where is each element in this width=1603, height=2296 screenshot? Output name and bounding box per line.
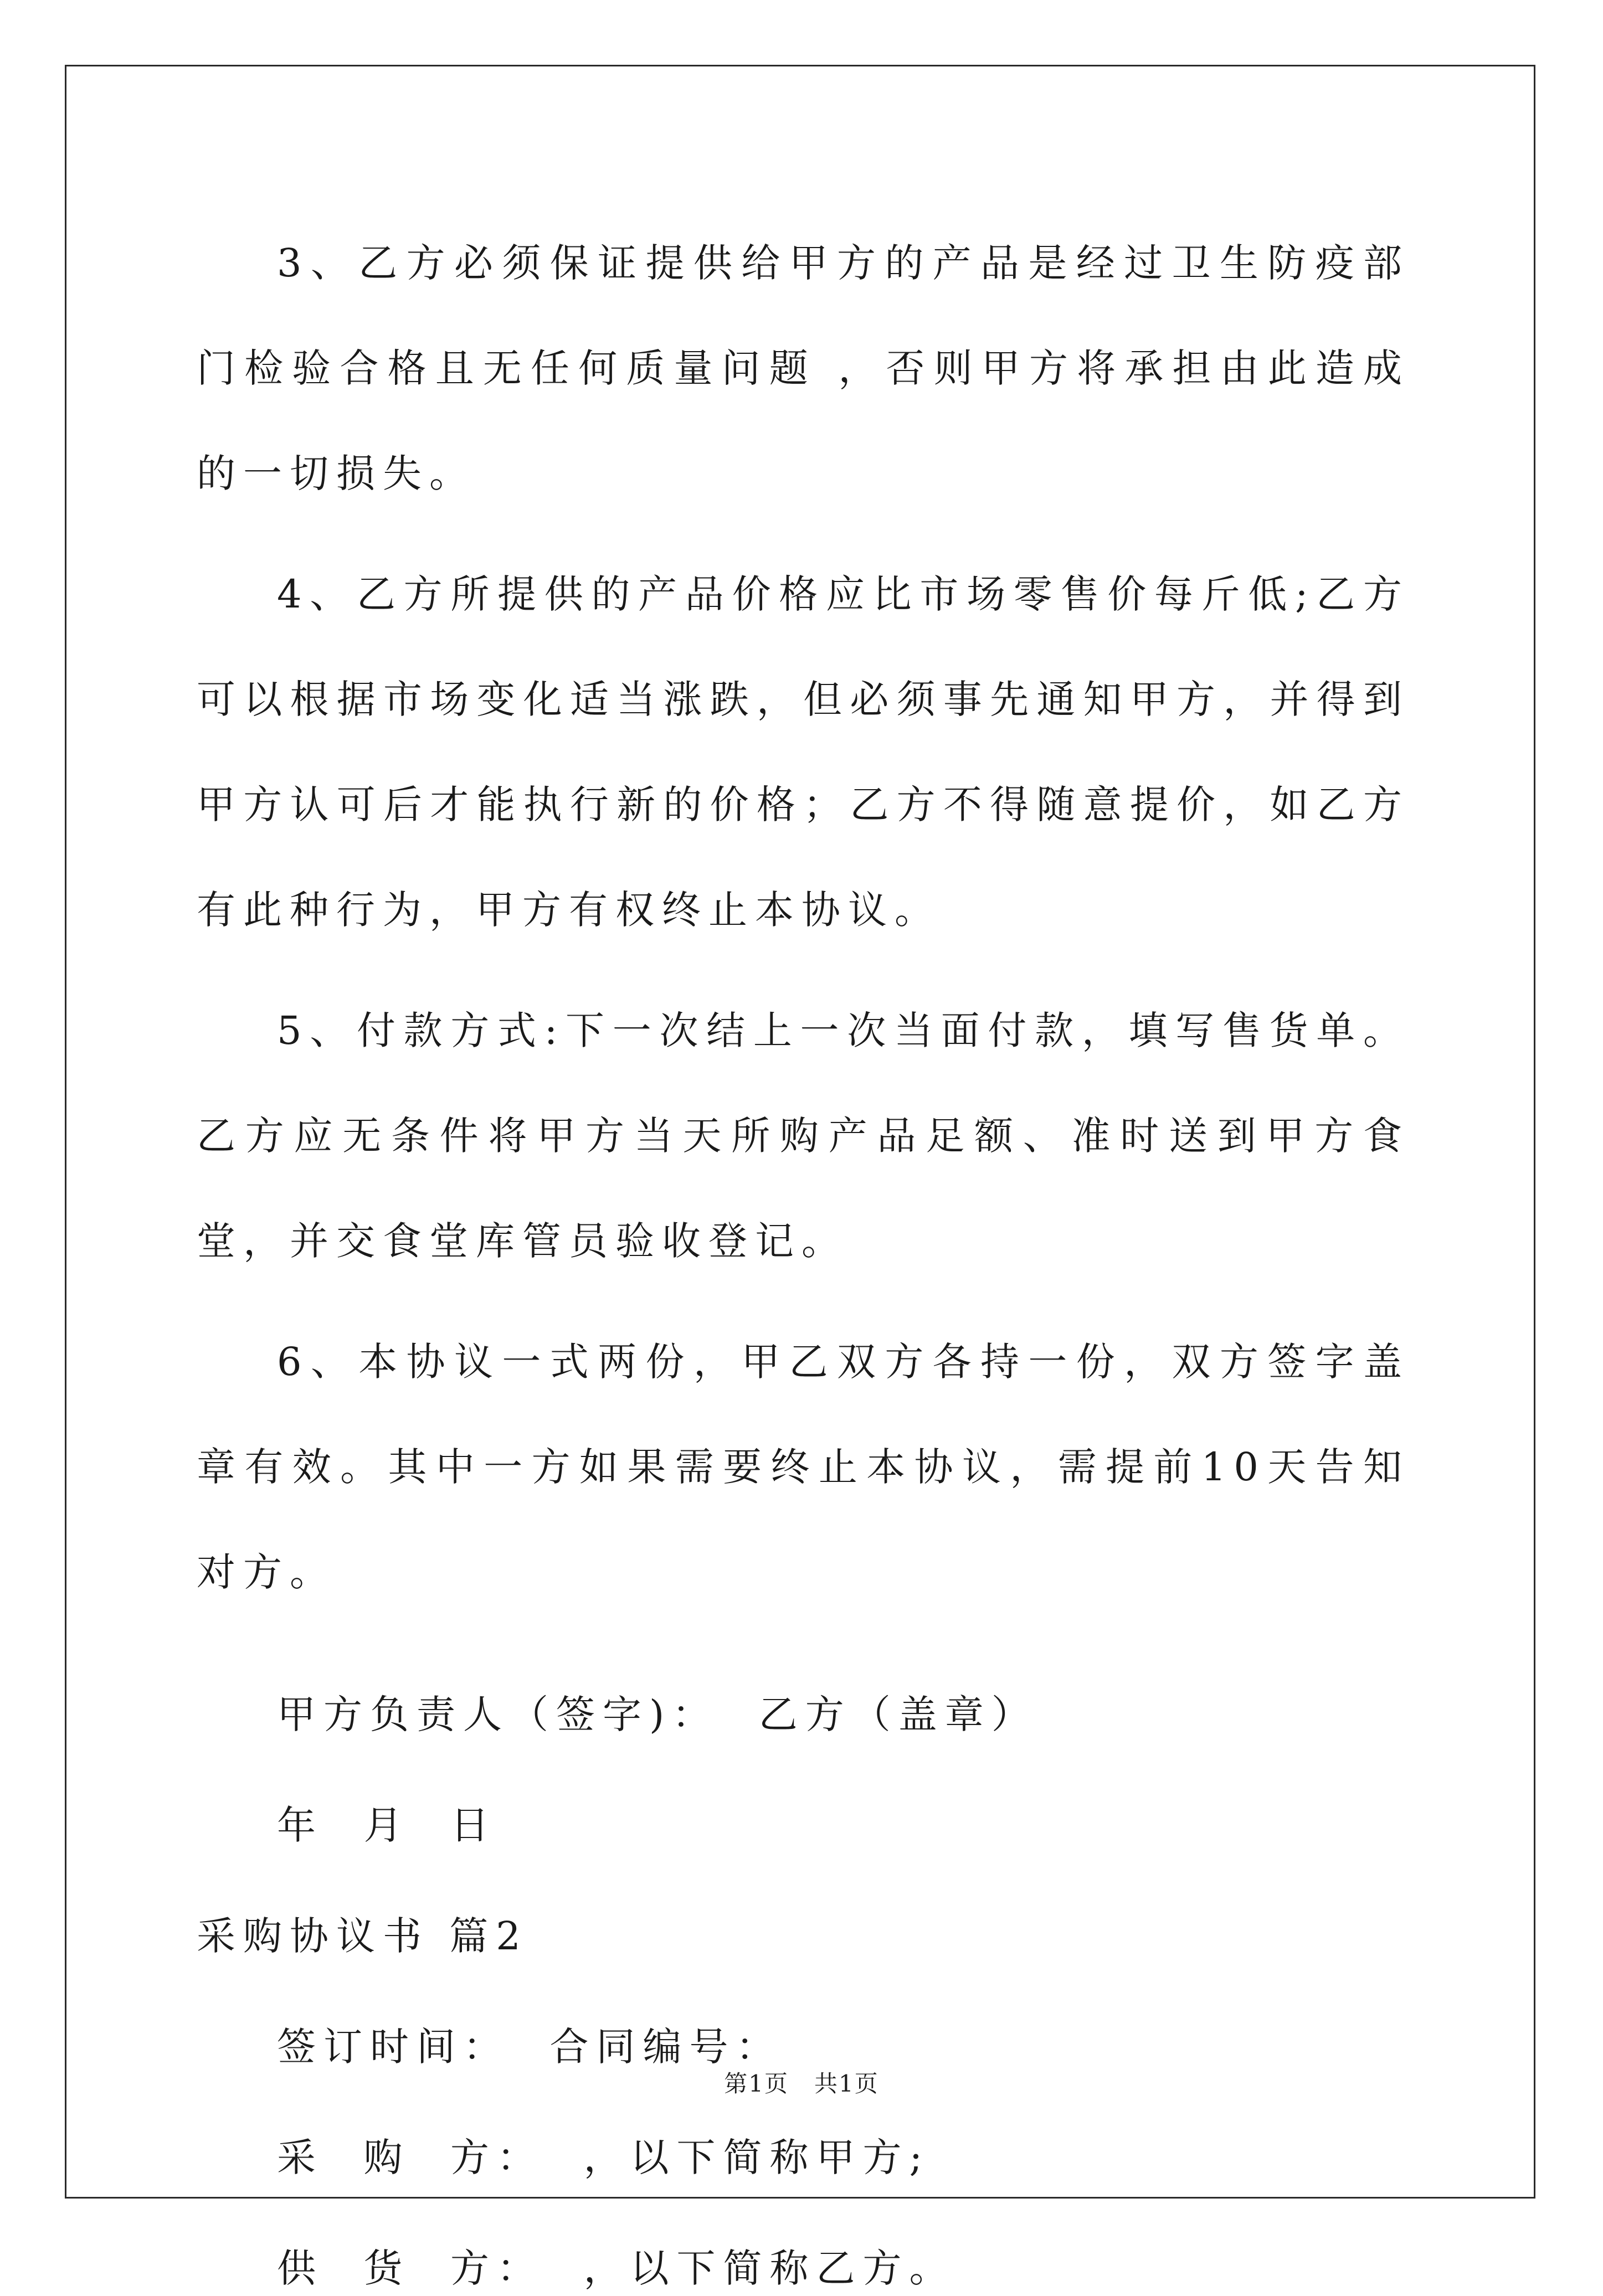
clause-3: 3、乙方必须保证提供给甲方的产品是经过卫生防疫部门检验合格且无任何质量问题 ，否则甲方将承担由此造成的一切损失。 bbox=[197, 240, 1410, 496]
date-line: 年 月 日 bbox=[277, 1803, 497, 1848]
clause-6: 6、本协议一式两份，甲乙双方各持一份，双方签字盖章有效。其中一方如果需要终止本协议，需提前10天告知对方。 bbox=[197, 1339, 1410, 1595]
buyer-line: 采 购 方： ，以下简称甲方; bbox=[277, 2135, 931, 2180]
supplier-line: 供 货 方： ，以下简称乙方。 bbox=[277, 2246, 956, 2291]
clause-4: 4、乙方所提供的产品价格应比市场零售价每斤低;乙方可以根据市场变化适当涨跌，但必须事先通知甲方，并得到甲方认可后才能执行新的价格；乙方不得随意提价，如乙方有此种行为，甲方有权终止本协议。 bbox=[197, 572, 1410, 933]
sign-time-line: 签订时间： 合同编号： bbox=[277, 2024, 783, 2070]
clause-5: 5、付款方式:下一次结上一次当面付款，填写售货单。乙方应无条件将甲方当天所购产品足额、准时送到甲方食堂，并交食堂库管员验收登记。 bbox=[197, 1008, 1410, 1264]
document-body bbox=[197, 210, 1410, 2296]
signature-line: 甲方负责人（签字)： 乙方（盖章） bbox=[277, 1692, 1038, 1737]
section-title: 采购协议书 篇2 bbox=[197, 1913, 528, 1959]
page-footer: 第1页 共1页 bbox=[724, 2070, 879, 2097]
